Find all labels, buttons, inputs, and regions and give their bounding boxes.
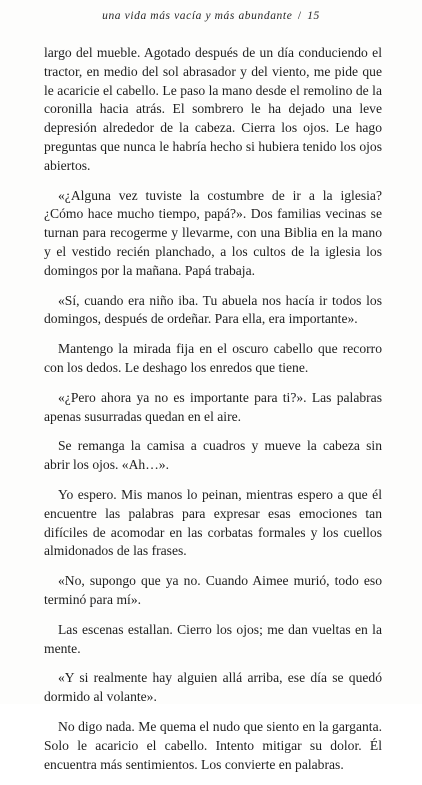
- paragraph-1: largo del mueble. Agotado después de un día conduciendo el tractor, en medio del sol abrasador y del viento, me pide que le acaricie el cabello. Le paso la mano desde el remolino de la coronilla hacia atrás. El sombrero le ha dejado una leve depresión alrededor de la cabeza. Cierra los ojos. Le hago preguntas que nunca le habría hecho si hubiera tenido los ojos abiertos.: [44, 45, 382, 173]
- paragraph-11: No digo nada. Me quema el nudo que siento en la garganta. Solo le acaricio el cabello. Intento mitigar su dolor. Él encuentra más sentimientos. Los convierte en palabras.: [44, 718, 382, 772]
- paragraph-5: «¿Pero ahora ya no es importante para ti?». Las palabras apenas susurradas quedan en el aire.: [44, 389, 382, 424]
- paragraph-7: Yo espero. Mis manos lo peinan, mientras espero a que él encuentre las palabras para expresar esas emociones tan difíciles de acomodar en las corbatas formales y los cuellos almidonados de las frases.: [44, 486, 382, 559]
- paragraph-3: «Sí, cuando era niño iba. Tu abuela nos hacía ir todos los domingos, después de ordeñar. Para ella, era importante».: [44, 292, 382, 327]
- running-title: una vida más vacía y más abundante: [102, 10, 293, 22]
- page-number: 15: [307, 10, 320, 22]
- paragraph-6: Se remanga la camisa a cuadros y mueve la cabeza sin abrir los ojos. «Ah…».: [44, 438, 382, 473]
- header-separator: /: [297, 10, 302, 22]
- paragraph-9: Las escenas estallan. Cierro los ojos; me dan vueltas en la mente.: [44, 621, 382, 656]
- paragraph-2: «¿Alguna vez tuviste la costumbre de ir a la iglesia? ¿Cómo hace mucho tiempo, papá?». Dos familias vecinas se turnan para recogerme y llevarme, con una Biblia en la mano y el vestido recién planchado, a los cultos de la iglesia los domingos por la mañana. Papá trabaja.: [44, 187, 382, 278]
- running-header: [0, 10, 422, 22]
- paragraph-8: «No, supongo que ya no. Cuando Aimee murió, todo eso terminó para mí».: [44, 573, 382, 607]
- body-text: [44, 44, 382, 785]
- paragraph-4: Mantengo la mirada fija en el oscuro cabello que recorro con los dedos. Le deshago los enredos que tiene.: [44, 341, 382, 375]
- paragraph-10: «Y si realmente hay alguien allá arriba, ese día se quedó dormido al volante».: [44, 670, 382, 705]
